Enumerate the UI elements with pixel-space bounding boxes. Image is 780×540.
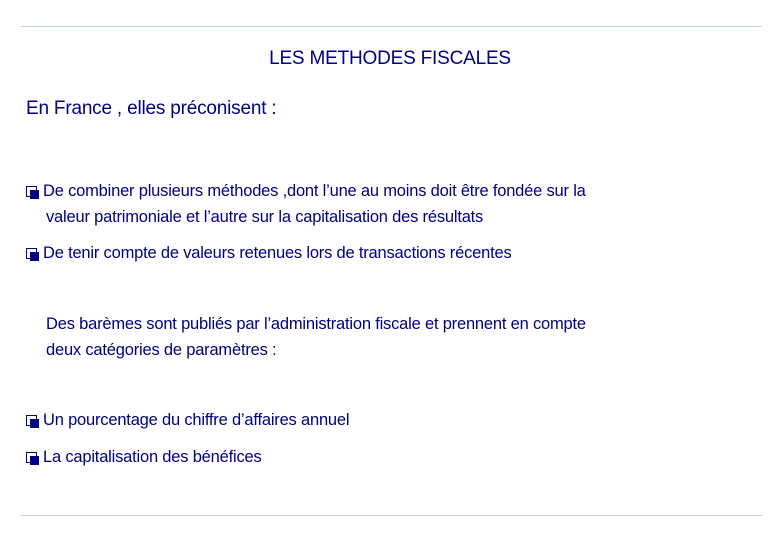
shadowed-square-bullet-icon [26,248,37,259]
list-item-text: De tenir compte de valeurs retenues lors de transactions récentes [43,244,512,262]
list-item-text: La capitalisation des bénéfices [43,448,262,466]
shadowed-square-bullet-icon [26,415,37,426]
list-item [26,407,766,433]
body-paragraph [46,311,766,363]
list-item-text: Un pourcentage du chiffre d’affaires annuel [43,411,350,429]
intro-text: En France , elles préconisent : [26,98,277,119]
paragraph-line: deux catégories de paramètres : [46,341,277,359]
list-item [26,178,766,230]
bottom-divider [20,515,762,516]
list-item [26,240,766,266]
slide-title: LES METHODES FISCALES [269,48,511,69]
shadowed-square-bullet-icon [26,452,37,463]
top-divider [20,26,762,27]
list-item-text-continued: valeur patrimoniale et l’autre sur la capitalisation des résultats [46,208,484,226]
paragraph-line: Des barèmes sont publiés par l’administration fiscale et prennent en compte [46,315,586,333]
shadowed-square-bullet-icon [26,186,37,197]
list-item [26,444,766,470]
list-item-text: De combiner plusieurs méthodes ,dont l’une au moins doit être fondée sur la [43,182,586,200]
